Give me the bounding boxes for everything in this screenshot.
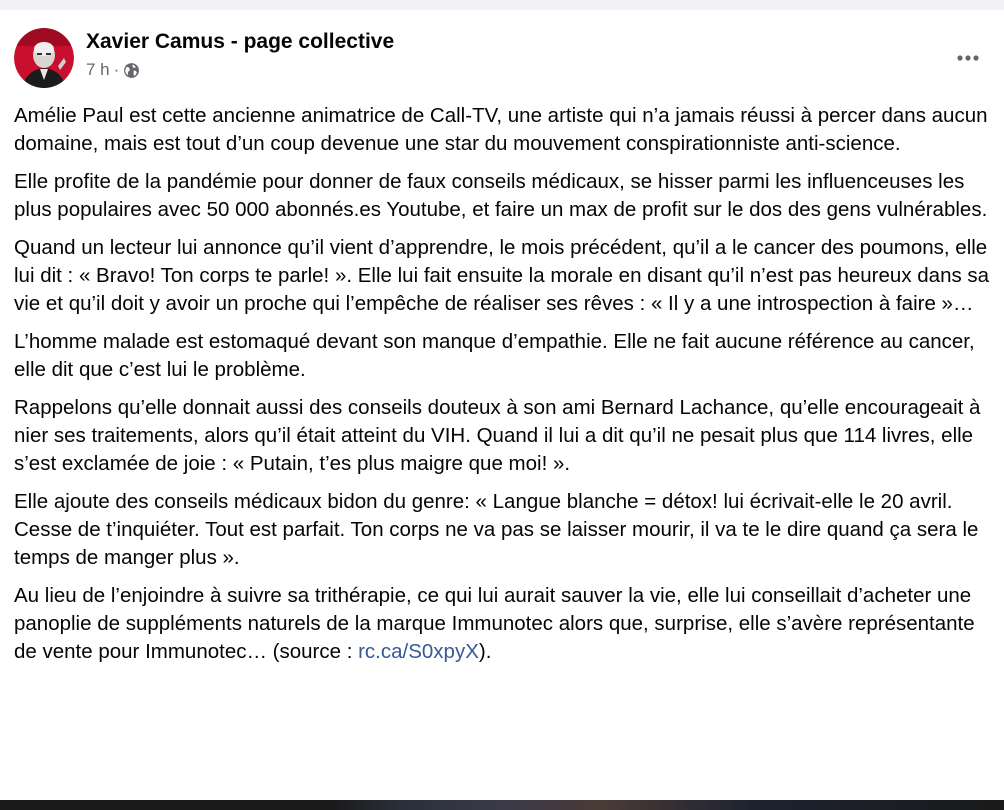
post-header: [14, 28, 990, 92]
post-paragraph-text: Au lieu de l’enjoindre à suivre sa trithérapie, ce qui lui aurait sauver la vie, elle lui conseillait d’acheter une panoplie de suppléments naturels de la marque Immunotec alors que, surprise, elle s’avère représentante de vente pour Immunotec… (source :: [14, 584, 975, 663]
post-card: [0, 10, 1004, 800]
avatar-image: [14, 28, 74, 88]
globe-icon[interactable]: [123, 62, 140, 79]
post-image-preview[interactable]: [0, 800, 1004, 810]
post-paragraph: Elle profite de la pandémie pour donner de faux conseils médicaux, se hisser parmi les influenceuses les plus populaires avec 50 000 abonnés.es Youtube, et faire un max de profit sur le dos des gens vulnérables.: [14, 170, 988, 221]
post-paragraph: Quand un lecteur lui annonce qu’il vient d’apprendre, le mois précédent, qu’il a le cancer des poumons, elle lui dit : « Bravo! Ton corps te parle! ». Elle lui fait ensuite la morale en disant qu’il n’est pas heureux dans sa vie et qu’il doit y avoir un proche qui l’empêche de réaliser ses rêves : « Il y a une introspection à faire »…: [14, 236, 990, 315]
post-paragraph: Rappelons qu’elle donnait aussi des conseils douteux à son ami Bernard Lachance, qu’elle encourageait à nier ses traitements, alors qu’il était atteint du VIH. Quand il lui a dit qu’il ne pesait plus que 114 livres, elle s’est exclamée de joie : « Putain, t’es plus maigre que moi! ».: [14, 396, 981, 475]
author-avatar[interactable]: [14, 28, 74, 88]
post-paragraph-last: [14, 582, 990, 666]
author-name-link[interactable]: Xavier Camus - page collective: [86, 30, 395, 53]
post-meta: [86, 60, 140, 80]
post-paragraph-suffix: ).: [478, 640, 492, 663]
post-paragraph: L’homme malade est estomaqué devant son manque d’empathie. Elle ne fait aucune référence au cancer, elle dit que c’est lui le problème.: [14, 330, 975, 381]
source-link[interactable]: rc.ca/S0xpyX: [358, 640, 479, 663]
post-paragraph: Elle ajoute des conseils médicaux bidon du genre: « Langue blanche = détox! lui écrivait-elle le 20 avril. Cesse de t’inquiéter. Tout est parfait. Ton corps ne va pas se laisser mourir, il va te le dire quand ça sera le temps de manger plus ».: [14, 490, 979, 569]
more-options-icon: [956, 54, 980, 62]
more-options-button[interactable]: [950, 40, 986, 76]
meta-separator: ·: [113, 60, 120, 79]
post-time-link[interactable]: 7 h: [86, 60, 110, 79]
post-paragraph: Amélie Paul est cette ancienne animatrice de Call-TV, une artiste qui n’a jamais réussi à percer dans aucun domaine, mais est tout d’un coup devenue une star du mouvement conspirationniste anti-science.: [14, 104, 988, 155]
post-body: [14, 102, 990, 676]
